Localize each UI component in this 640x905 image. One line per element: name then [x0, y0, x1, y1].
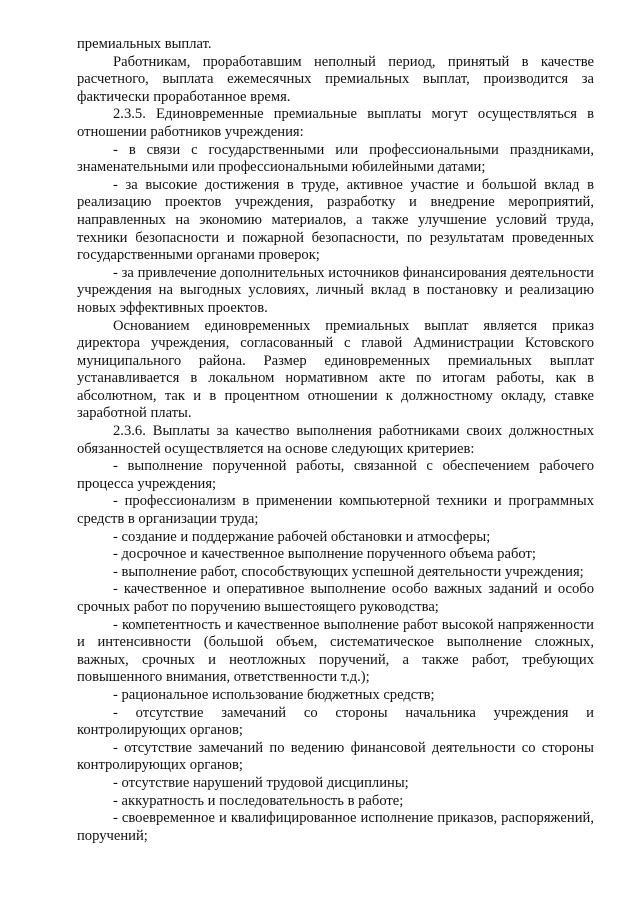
list-item-criteria: - рациональное использование бюджетных средств;: [113, 686, 435, 703]
list-item-criteria: - выполнение работ, способствующих успешной деятельности учреждения;: [113, 563, 584, 580]
list-item-criteria: - качественное и оперативное выполнение особо важных заданий и особо срочных работ по поручению вышестоящего руководства;: [77, 581, 594, 615]
list-item-criteria: - компетентность и качественное выполнение работ высокой напряженности и интенсивности (большой объем, систематическое выполнение сложных, важных, срочных и неотложных поручений, а также работ, требующих повышенного внимания, ответственности т.д.);: [77, 616, 594, 686]
list-item-holidays: - в связи с государственными или профессиональными праздниками, знаменательными или профессиональными юбилейными датами;: [77, 141, 594, 176]
paragraph-continuation: премиальных выплат.: [77, 36, 212, 52]
section-2-3-5-heading: 2.3.5. Единовременные премиальные выплаты могут осуществляться в отношении работников учреждения:: [77, 106, 594, 140]
list-item-criteria: - отсутствие нарушений трудовой дисциплины;: [113, 774, 409, 791]
list-item-criteria: - аккуратность и последовательность в работе;: [113, 792, 404, 809]
list-item-achievements: - за высокие достижения в труде, активное участие и большой вклад в реализацию проектов учреждения, разработку и внедрение мероприятий, направленных на экономию материалов, а также улучшение условий труда, техники безопасности и пожарной безопасности, по результатам проведенных государственными органами проверок;: [77, 176, 594, 264]
list-item-criteria: - профессионализм в применении компьютерной техники и программных средств в организации труда;: [77, 493, 594, 528]
document-page: [77, 36, 594, 845]
list-item-criteria: - отсутствие замечаний по ведению финансовой деятельности со стороны контролирующих органов;: [77, 739, 594, 774]
list-item-criteria: - отсутствие замечаний со стороны начальника учреждения и контролирующих органов;: [77, 704, 594, 739]
list-item-criteria: - выполнение порученной работы, связанной с обеспечением рабочего процесса учреждения;: [77, 458, 594, 492]
list-item-funding: - за привлечение дополнительных источников финансирования деятельности учреждения на выгодных условиях, личный вклад в постановку и реализацию новых эффективных проектов.: [77, 264, 594, 316]
list-item-criteria: - досрочное и качественное выполнение порученного объема работ;: [113, 546, 536, 563]
list-item-criteria: - создание и поддержание рабочей обстановки и атмосферы;: [113, 528, 491, 545]
section-2-3-6-heading: 2.3.6. Выплаты за качество выполнения работниками своих должностных обязанностей осуществляется на основе следующих критериев:: [77, 423, 594, 457]
paragraph-partial-period: Работникам, проработавшим неполный период, принятый в качестве расчетного, выплата ежемесячных премиальных выплат, производится за фактически проработанное время.: [77, 53, 594, 105]
paragraph-basis: Основанием единовременных премиальных выплат является приказ директора учреждения, согласованный с главой Администрации Кстовского муниципального района. Размер единовременных премиальных выплат устанавливается в локальном нормативном акте по итогам работы, как в абсолютном, так и в процентном отношении к должностному окладу, ставке заработной платы.: [77, 317, 594, 422]
list-item-criteria: - своевременное и квалифицированное исполнение приказов, распоряжений, поручений;: [77, 810, 594, 844]
